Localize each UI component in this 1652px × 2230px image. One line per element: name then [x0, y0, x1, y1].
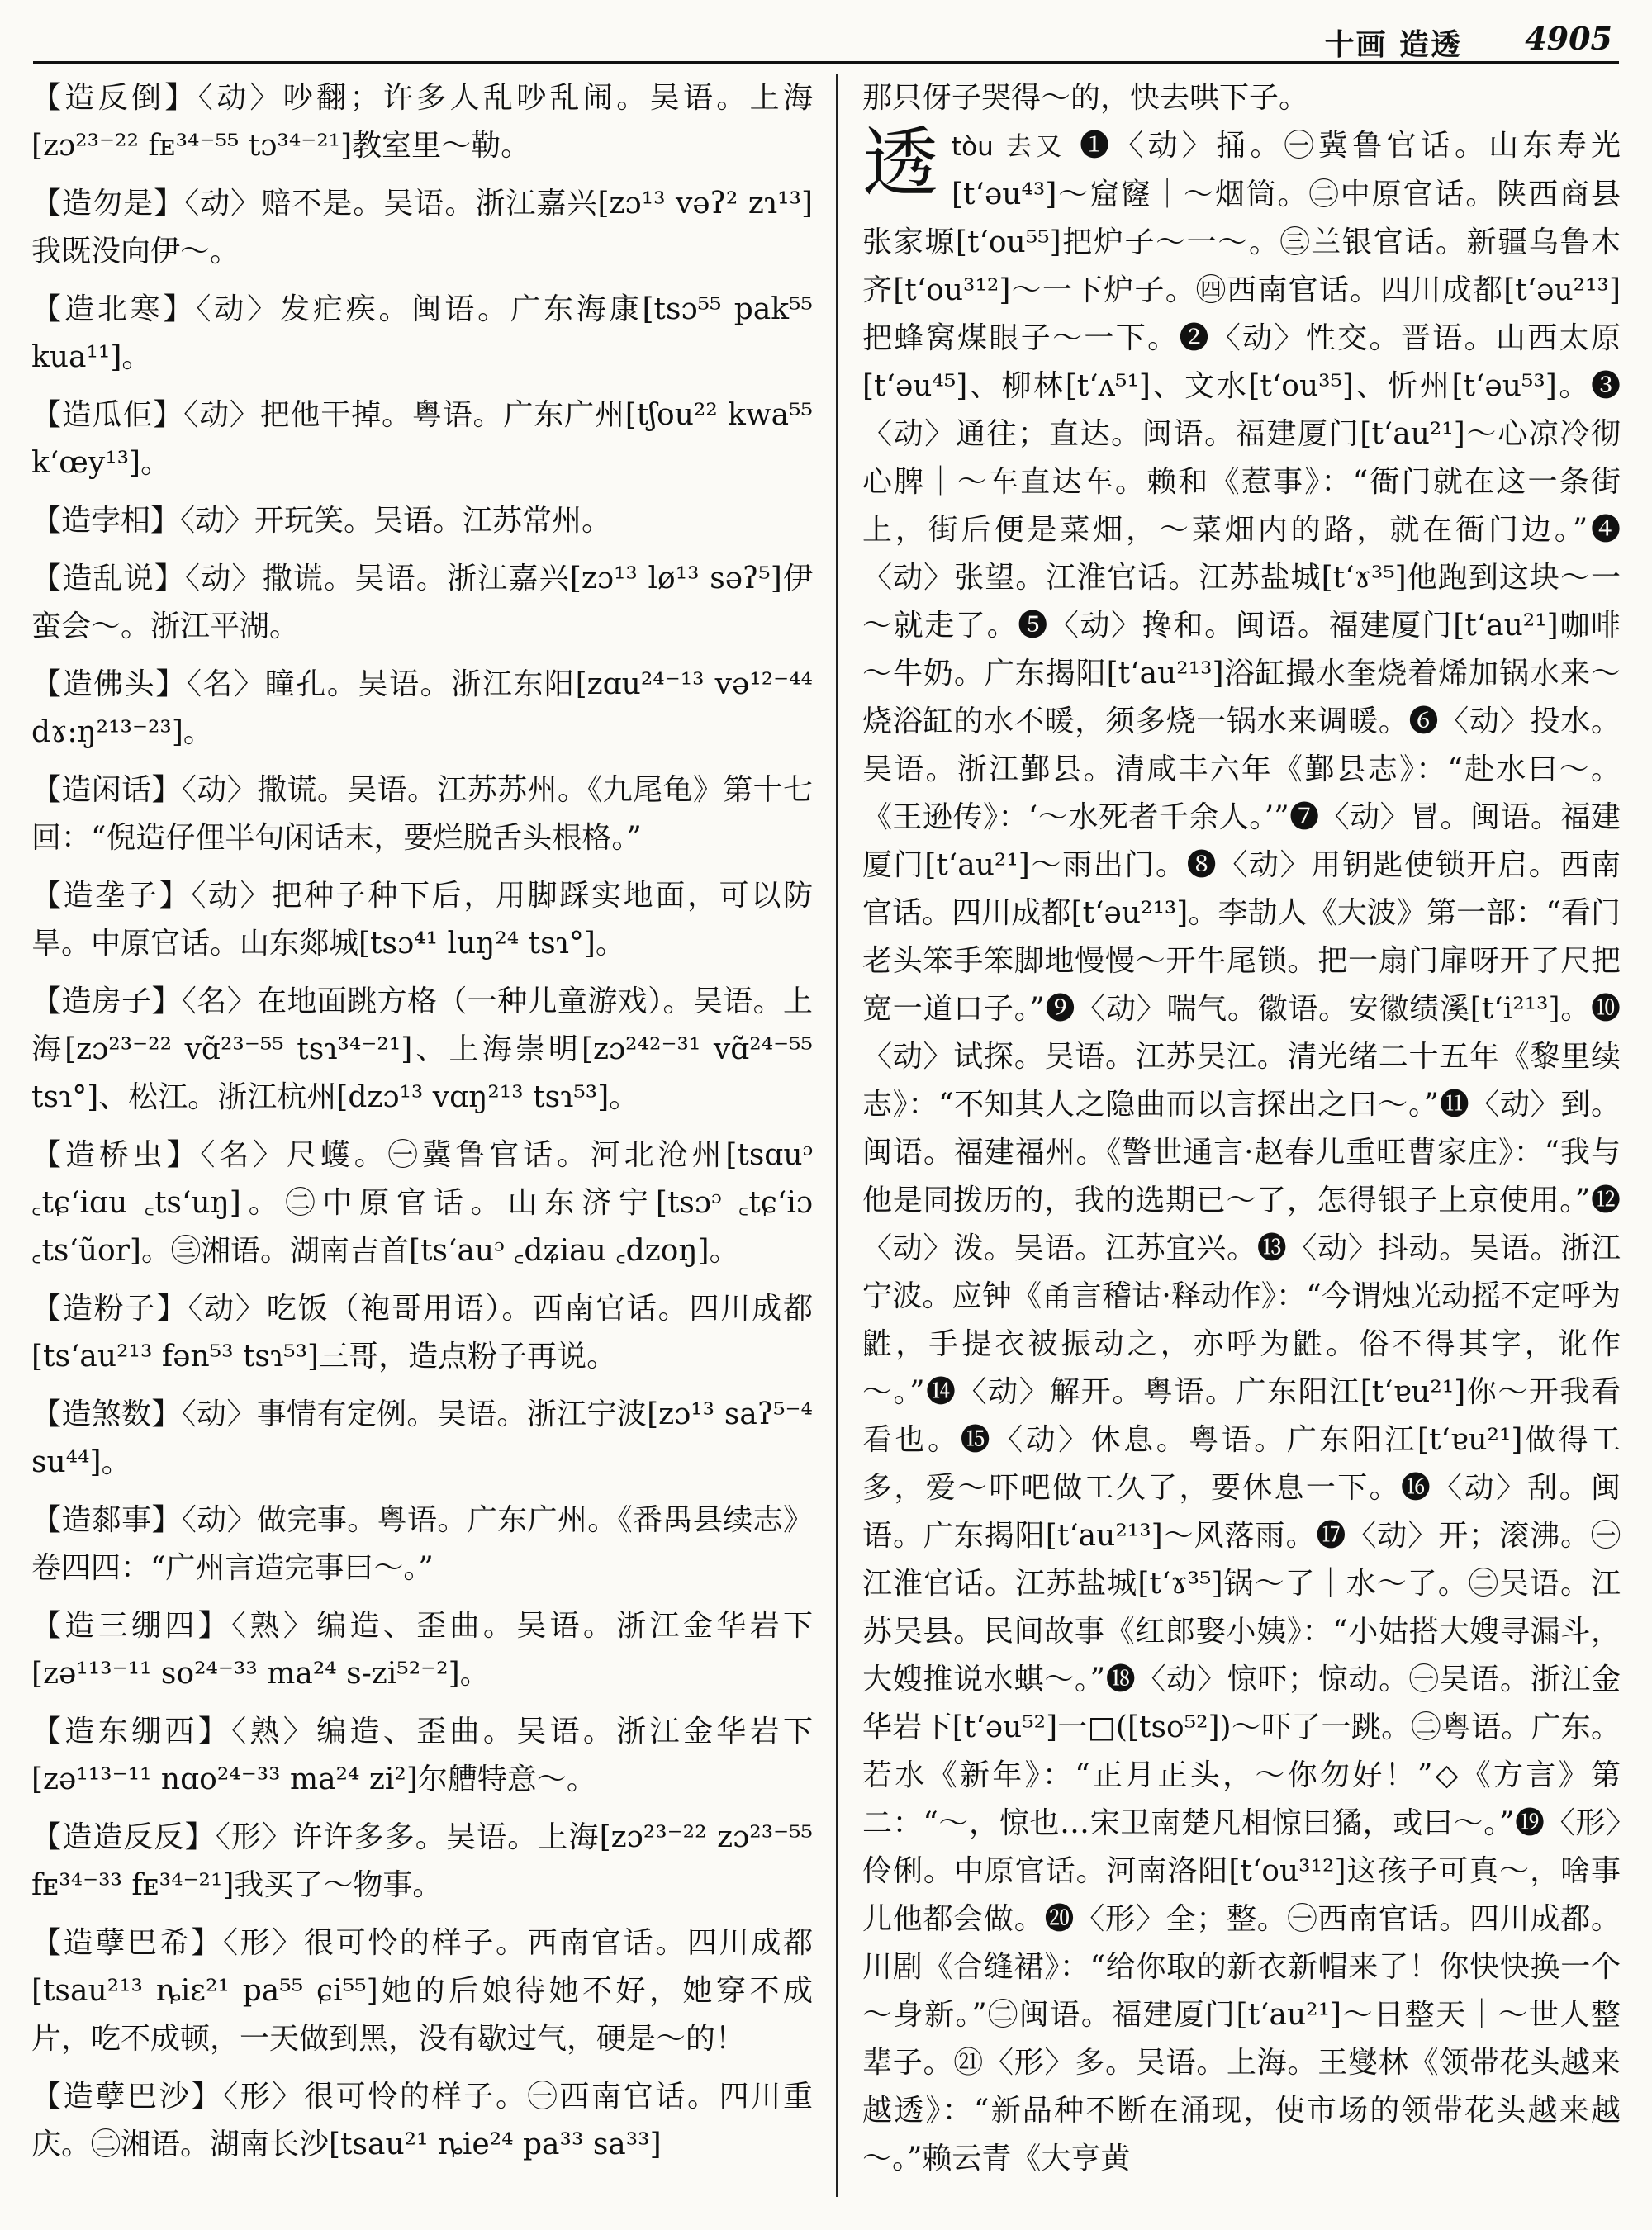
entry-zao-fan-dao: 【造反倒】〈动〉吵翻；许多人乱吵乱闹。吴语。上海[zɔ²³⁻²² fᴇ³⁴⁻⁵⁵ tɔ³⁴⁻²¹]教室里～勒。 [31, 81, 813, 163]
entry-zao-luan-shuo: 【造乱说】〈动〉撒谎。吴语。浙江嘉兴[zɔ¹³ lø¹³ səʔ⁵]伊蛮会～。浙江平湖。 [31, 562, 813, 643]
page-header [33, 18, 1619, 64]
running-head: 十画 造透 [1324, 27, 1462, 62]
entry-zao-bei-han: 【造北寒】〈动〉发疟疾。闽语。广东海康[tsɔ⁵⁵ pak⁵⁵ kua¹¹]。 [31, 292, 813, 374]
entry-zao-qiao-chong: 【造桥虫】〈名〉尺蠖。㊀冀鲁官话。河北沧州[tsɑuᵓ ꜀tɕʻiɑu ꜀tsʻuŋ]。㊁中原官话。山东济宁[tsɔᵓ ꜀tɕʻiɔ ꜀tsʻũor]。㊂湘语。湖南吉首[tsʻauᵓ ꜀dʑiau ꜀dzoŋ]。 [31, 1138, 813, 1268]
entry-zao-nie-ba-xi: 【造孽巴希】〈形〉很可怜的样子。西南官话。四川成都[tsau²¹³ ȵiɛ²¹ pa⁵⁵ ɕi⁵⁵]她的后娘待她不好，她穿不成片，吃不成顿，一天做到黑，没有歇过气，硬是～的！ [31, 1926, 813, 2056]
entry-zao-liao-shi: 【造䣛事】〈动〉做完事。粤语。广东广州。《番禺县续志》卷四四：“广州言造完事曰～。” [31, 1503, 813, 1585]
entry-zao-gua-ju: 【造瓜佢】〈动〉把他干掉。粤语。广东广州[tʃou²² kwa⁵⁵ kʻœy¹³]。 [31, 398, 813, 480]
headword-tou: 透 [862, 119, 939, 207]
left-column [31, 74, 813, 2213]
entry-zao-san-beng-si: 【造三绷四】〈熟〉编造、歪曲。吴语。浙江金华岩下[zə¹¹³⁻¹¹ so²⁴⁻³³ ma²⁴ s-zi⁵²⁻²]。 [31, 1609, 813, 1691]
right-column [862, 74, 1621, 2213]
continuation-text: 那只伢子哭得～的，快去哄下子。 [862, 81, 1309, 115]
column-divider [836, 74, 838, 2197]
entry-zao-wu-shi: 【造勿是】〈动〉赔不是。吴语。浙江嘉兴[zɔ¹³ vəʔ² zɿ¹³]我既没向伊～。 [31, 187, 813, 268]
entry-tou [862, 119, 1621, 2183]
entry-zao-fen-zi: 【造粉子】〈动〉吃饭（袍哥用语）。西南官话。四川成都[tsʻau²¹³ fən⁵³ tsɿ⁵³]三哥，造点粉子再说。 [31, 1292, 813, 1374]
page-number: 4905 [1525, 20, 1612, 57]
entry-zao-zao-fan-fan: 【造造反反】〈形〉许许多多。吴语。上海[zɔ²³⁻²² zɔ²³⁻⁵⁵ fᴇ³⁴⁻³³ fᴇ³⁴⁻²¹]我买了～物事。 [31, 1820, 813, 1902]
entry-zao-bo-xiang: 【造孛相】〈动〉开玩笑。吴语。江苏常州。 [31, 504, 612, 538]
entry-zao-sha-shu: 【造煞数】〈动〉事情有定例。吴语。浙江宁波[zɔ¹³ saʔ⁵⁻⁴ su⁴⁴]。 [31, 1397, 813, 1479]
entry-zao-fang-zi: 【造房子】〈名〉在地面跳方格（一种儿童游戏）。吴语。上海[zɔ²³⁻²² vɑ̃²³⁻⁵⁵ tsɿ³⁴⁻²¹]、上海崇明[zɔ²⁴²⁻³¹ vɑ̃²⁴⁻⁵⁵ tsɿ°]、松江。浙江杭州[dzɔ¹³ vɑŋ²¹³ tsɿ⁵³]。 [31, 985, 813, 1114]
entry-zao-fo-tou: 【造佛头】〈名〉瞳孔。吴语。浙江东阳[zɑu²⁴⁻¹³ və¹²⁻⁴⁴ dɤ:ŋ²¹³⁻²³]。 [31, 667, 813, 749]
entry-tou-body: ❶〈动〉捅。㊀冀鲁官话。山东寿光[tʻəu⁴³]～窟窿｜～烟筒。㊁中原官话。陕西商县张家塬[tʻou⁵⁵]把炉子～一～。㊂兰银官话。新疆乌鲁木齐[tʻou³¹²]～一下炉子。㊃西南官话。四川成都[tʻəu²¹³]把蜂窝煤眼子～一下。❷〈动〉性交。晋语。山西太原[tʻəu⁴⁵]、柳林[tʻʌ⁵¹]、文水[tʻou³⁵]、忻州[tʻəu⁵³]。❸〈动〉通往；直达。闽语。福建厦门[tʻau²¹]～心凉冷彻心脾｜～车直达车。赖和《惹事》：“衙门就在这一条街上，街后便是菜畑，～菜畑内的路，就在衙门边。”❹〈动〉张望。江淮官话。江苏盐城[tʻɤ³⁵]他跑到这块～一～就走了。❺〈动〉搀和。闽语。福建厦门[tʻau²¹]咖啡～牛奶。广东揭阳[tʻau²¹³]浴缸撮水奎烧着烯加锅水来～烧浴缸的水不暖，须多烧一锅水来调暖。❻〈动〉投水。吴语。浙江鄞县。清咸丰六年《鄞县志》：“赴水曰～。《王逊传》：‘～水死者千余人。’”❼〈动〉冒。闽语。福建厦门[tʻau²¹]～雨出门。❽〈动〉用钥匙使锁开启。西南官话。四川成都[tʻəu²¹³]。李劼人《大波》第一部：“看门老头笨手笨脚地慢慢～开牛尾锁。把一扇门扉呀开了尺把宽一道口子。”❾〈动〉喘气。徽语。安徽绩溪[tʻi²¹³]。❿〈动〉试探。吴语。江苏吴江。清光绪二十五年《黎里续志》：“不知其人之隐曲而以言探出之曰～。”⓫〈动〉到。闽语。福建福州。《警世通言·赵春儿重旺曹家庄》：“我与他是同拨历的，我的选期已～了，怎得银子上京使用。”⓬〈动〉泼。吴语。江苏宜兴。⓭〈动〉抖动。吴语。浙江宁波。应钟《甬言稽诂·释动作》：“今谓烛光动摇不定呼为鼪，手提衣被振动之，亦呼为鼪。俗不得其字，讹作～。”⓮〈动〉解开。粤语。广东阳江[tʻɐu²¹]你～开我看看也。⓯〈动〉休息。粤语。广东阳江[tʻɐu²¹]做得工多，爱～吓吧做工久了，要休息一下。⓰〈动〉刮。闽语。广东揭阳[tʻau²¹³]～风落雨。⓱〈动〉开；滚沸。㊀江淮官话。江苏盐城[tʻɤ³⁵]锅～了｜水～了。㊁吴语。江苏吴县。民间故事《红郎娶小姨》：“小姑搭大嫂寻漏斗，大嫂推说水蜞～。”⓲〈动〉惊吓；惊动。㊀吴语。浙江金华岩下[tʻəu⁵²]一□([tso⁵²])～吓了一跳。㊁粤语。广东。若水《新年》：“正月正头，～你勿好！”◇《方言》第二：“～，惊也…宋卫南楚凡相惊曰獝，或曰～。”⓳〈形〉伶俐。中原官话。河南洛阳[tʻou³¹²]这孩子可真～，啥事儿他都会做。⓴〈形〉全；整。㊀西南官话。四川成都。川剧《合缝裙》：“给你取的新衣新帽来了！你快快换一个～身新。”㊁闽语。福建厦门[tʻau²¹]～日整天｜～世人整辈子。㉑〈形〉多。吴语。上海。王燮林《领带花头越来越透》：“新品种不断在涌现，使市场的领带花头越来越～。”赖云青《大亨黄 [862, 129, 1621, 2175]
entry-zao-dong-beng-xi: 【造东绷西】〈熟〉编造、歪曲。吴语。浙江金华岩下[zə¹¹³⁻¹¹ nɑo²⁴⁻³³ ma²⁴ zi²]尔艚特意～。 [31, 1715, 813, 1796]
entry-zao-xian-hua: 【造闲话】〈动〉撒谎。吴语。江苏苏州。《九尾龟》第十七回：“倪造仔俚半句闲话末，要烂脱舌头根格。” [31, 773, 813, 855]
entry-zao-long-zi: 【造垄子】〈动〉把种子种下后，用脚踩实地面，可以防旱。中原官话。山东郯城[tsɔ⁴¹ luŋ²⁴ tsɿ°]。 [31, 879, 813, 961]
entry-zao-nie-ba-sha: 【造孽巴沙】〈形〉很可怜的样子。㊀西南官话。四川重庆。㊁湘语。湖南长沙[tsau²¹ ȵie²⁴ pa³³ sa³³] [31, 2080, 813, 2161]
headword-reading: tòu 去又 [952, 132, 1066, 162]
